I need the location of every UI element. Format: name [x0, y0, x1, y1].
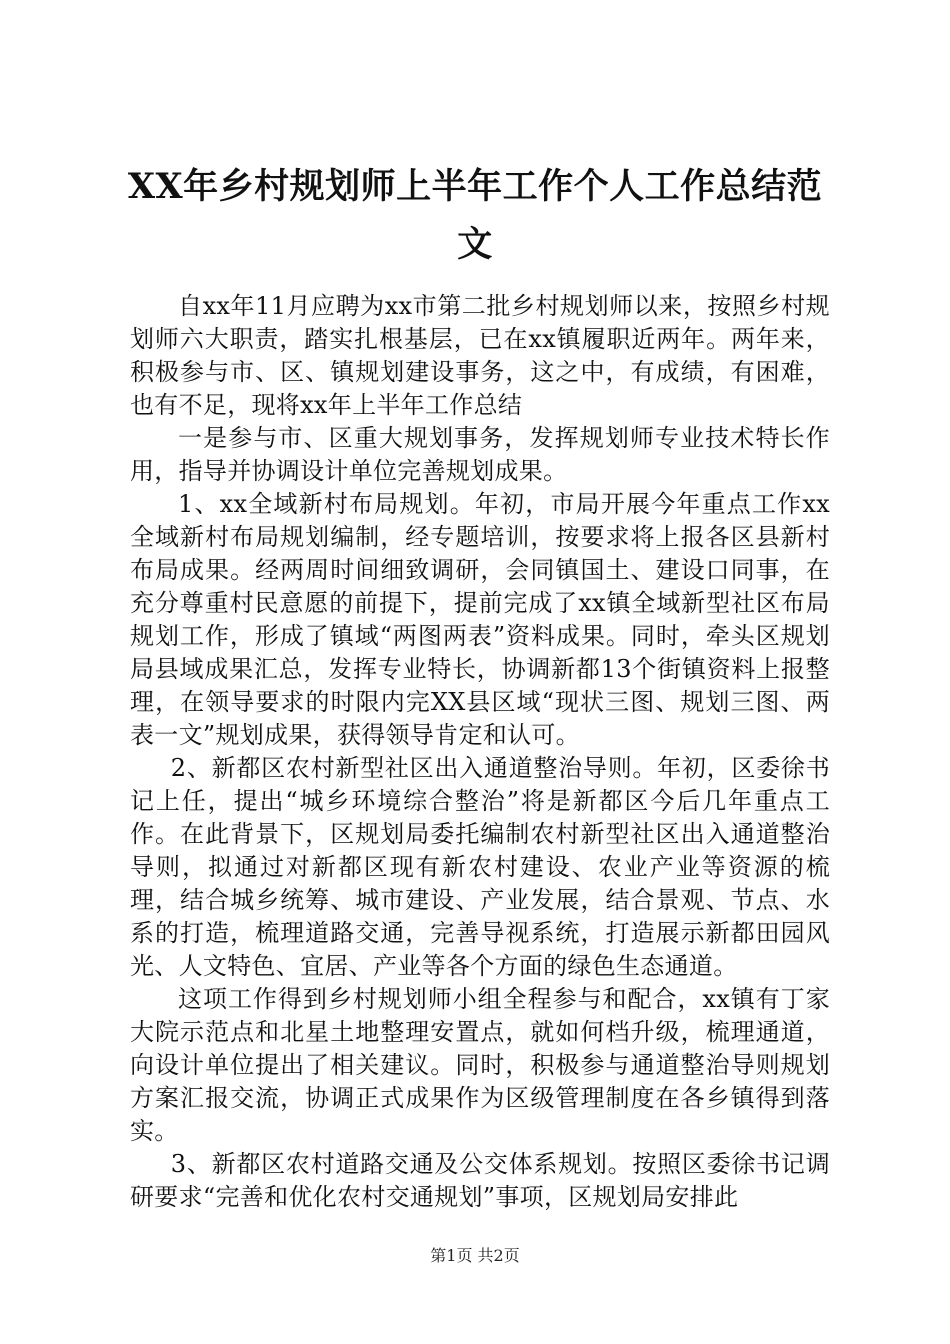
paragraph-item-1: 1、xx全域新村布局规划。年初，市局开展今年重点工作xx全域新村布局规划编制，经专题培训，按要求将上报各区县新村布局成果。经两周时间细致调研，会同镇国土、建设口同事，在充分尊重村民意愿的前提下，提前完成了xx镇全域新型社区布局规划工作，形成了镇域“两图两表”资料成果。同时，牵头区规划局县域成果汇总，发挥专业特长，协调新都13个街镇资料上报整理，在领导要求的时限内完XX县区域“现状三图、规划三图、两表一文”规划成果，获得领导肯定和认可。 — [130, 490, 830, 749]
paragraph-section-one: 一是参与市、区重大规划事务，发挥规划师专业技术特长作用，指导并协调设计单位完善规划成果。 — [130, 424, 830, 485]
page-footer: 第1页 共2页 — [430, 1246, 520, 1265]
paragraph-item-2-followup: 这项工作得到乡村规划师小组全程参与和配合，xx镇有丁家大院示范点和北星土地整理安置点，就如何档升级，梳理通道，向设计单位提出了相关建议。同时，积极参与通道整治导则规划方案汇报交流，协调正式成果作为区级管理制度在各乡镇得到落实。 — [130, 985, 830, 1145]
paragraph-item-2: 2、新都区农村新型社区出入通道整治导则。年初，区委徐书记上任，提出“城乡环境综合整治”将是新都区今后几年重点工作。在此背景下，区规划局委托编制农村新型社区出入通道整治导则，拟通过对新都区现有新农村建设、农业产业等资源的梳理，结合城乡统筹、城市建设、产业发展，结合景观、节点、水系的打造，梳理道路交通，完善导视系统，打造展示新都田园风光、人文特色、宜居、产业等各个方面的绿色生态通道。 — [130, 754, 830, 980]
document-body — [130, 290, 830, 1214]
document-title: XX年乡村规划师上半年工作个人工作总结范文 — [127, 166, 823, 265]
paragraph-intro: 自xx年11月应聘为xx市第二批乡村规划师以来，按照乡村规划师六大职责，踏实扎根基层，已在xx镇履职近两年。两年来，积极参与市、区、镇规划建设事务，这之中，有成绩，有困难，也有不足，现将xx年上半年工作总结 — [130, 292, 830, 419]
paragraph-item-3: 3、新都区农村道路交通及公交体系规划。按照区委徐书记调研要求“完善和优化农村交通规划”事项，区规划局安排此 — [130, 1150, 830, 1211]
